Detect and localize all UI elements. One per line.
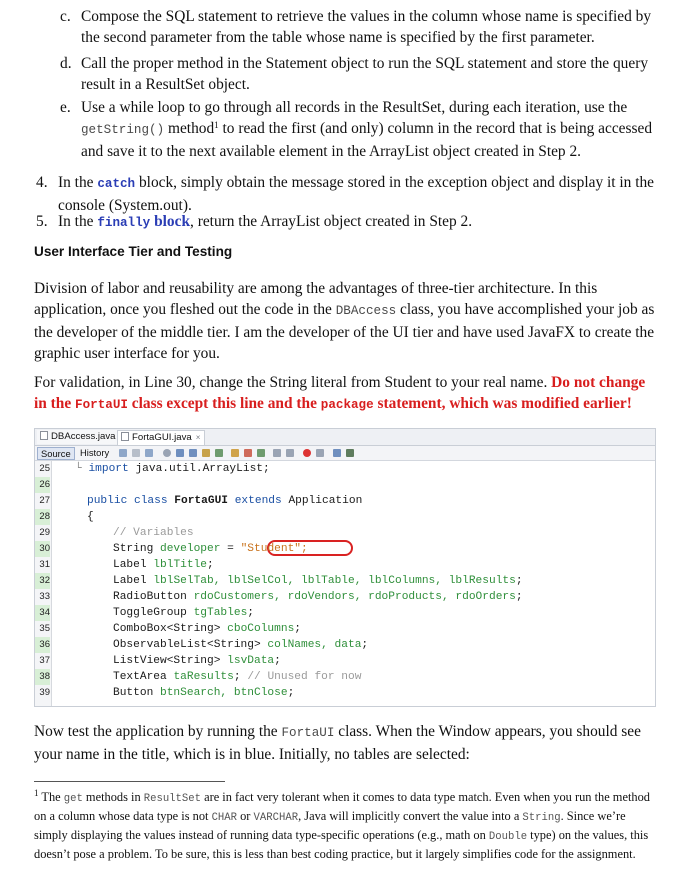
line-number: 29 bbox=[39, 527, 50, 538]
shift-left-icon[interactable] bbox=[273, 449, 281, 457]
tab-label: FortaGUI.java bbox=[132, 432, 192, 443]
step-text bbox=[58, 172, 664, 216]
fn-code: CHAR bbox=[211, 812, 238, 824]
code-line bbox=[113, 605, 254, 621]
finally-block-label: block bbox=[150, 213, 191, 230]
fn-code: ResultSet bbox=[143, 793, 201, 805]
substep-text: Call the proper method in the Statement object to run the SQL statement and store the query result in a ResultSet object. bbox=[81, 55, 649, 93]
finally-keyword: finally bbox=[97, 216, 151, 230]
field-name: rdoCustomers, rdoVendors, rdoProducts, rdoOrders bbox=[193, 591, 516, 603]
field-name: taResults bbox=[173, 671, 234, 683]
field-name: colNames, data bbox=[267, 639, 362, 651]
string-literal: "Student"; bbox=[240, 543, 308, 555]
tab-fortagui-java[interactable] bbox=[117, 430, 205, 445]
code-line bbox=[87, 509, 94, 525]
code-line bbox=[113, 685, 294, 701]
line-number: 26 bbox=[35, 477, 50, 493]
bookmark-toggle-icon[interactable] bbox=[257, 449, 265, 457]
fn-text: or bbox=[237, 809, 254, 823]
keyword: public class bbox=[87, 495, 175, 507]
fn-text: The bbox=[38, 790, 64, 804]
keyword: extends bbox=[228, 495, 289, 507]
toggle-search-icon[interactable] bbox=[215, 449, 223, 457]
code-comment: // Unused for now bbox=[247, 671, 362, 683]
fn-text: , Java will implicitly convert the value into a bbox=[298, 809, 523, 823]
step-text-after: block, simply obtain the message stored in the exception object and display it in the console (System.out). bbox=[58, 174, 655, 214]
field-name: lsvData bbox=[227, 655, 275, 667]
ide-screenshot bbox=[34, 428, 656, 707]
find-prev-icon[interactable] bbox=[176, 449, 184, 457]
fortaui-code: FortaUI bbox=[75, 398, 128, 412]
type-name: String bbox=[113, 543, 160, 555]
code-line bbox=[113, 541, 308, 557]
type-name: ObservableList<String> bbox=[113, 639, 268, 651]
fn-text: are in fact very tolerant when it comes to data type match. Even when you run the method on a column whose data type is not bbox=[34, 790, 650, 823]
package-path: java.util.ArrayList; bbox=[135, 463, 270, 475]
fn-code: String bbox=[522, 812, 561, 824]
substep-text-after: to read the first (and only) column in the record that is being accessed and save it to the next available element in the ArrayList object created in Step 2. bbox=[81, 120, 653, 160]
line-number: 38 bbox=[35, 669, 50, 685]
para-text-before: Division of labor and reusability are among the advantages of three-tier architecture. In this application, once you fleshed out the code in the bbox=[34, 280, 598, 318]
line-number-gutter bbox=[35, 461, 52, 706]
field-name: cboColumns bbox=[227, 623, 295, 635]
substep-text-mid: method bbox=[164, 120, 215, 137]
warning-mid: class except this line and the bbox=[127, 395, 321, 412]
type-name: ToggleGroup bbox=[113, 607, 194, 619]
substep-text: Compose the SQL statement to retrieve the values in the column whose name is specified by the second parameter from the table whose name is specified by the first parameter. bbox=[81, 8, 652, 46]
fn-code: VARCHAR bbox=[253, 812, 299, 824]
field-name: developer bbox=[160, 543, 221, 555]
tab-dbaccess-java[interactable] bbox=[37, 430, 128, 444]
line-number: 28 bbox=[35, 509, 50, 525]
code-text: { bbox=[87, 511, 94, 523]
type-name: Button bbox=[113, 687, 160, 699]
history-button[interactable]: History bbox=[80, 447, 110, 458]
footnote-number: 1 bbox=[34, 788, 39, 798]
code-line bbox=[113, 637, 368, 653]
footnote-ref[interactable]: 1 bbox=[214, 120, 219, 130]
semicolon: ; bbox=[207, 559, 214, 571]
line-number: 35 bbox=[39, 623, 50, 634]
code-line bbox=[113, 573, 523, 589]
step-marker: 5. bbox=[36, 213, 48, 230]
fn-text: . Since we’re simply displaying the values instead of running data type-specific operations (e.g., math on bbox=[34, 809, 626, 842]
semicolon: ; bbox=[247, 607, 255, 619]
operator: = bbox=[220, 543, 241, 555]
dropdown-icon[interactable] bbox=[132, 449, 140, 457]
code-line bbox=[113, 589, 523, 605]
fortaui-code: FortaUI bbox=[281, 726, 335, 740]
substep-marker: d. bbox=[60, 55, 72, 72]
catch-keyword: catch bbox=[97, 177, 136, 191]
semicolon: ; bbox=[233, 671, 248, 683]
comment-icon[interactable] bbox=[333, 449, 341, 457]
superclass-name: Application bbox=[288, 495, 363, 507]
code-line bbox=[75, 461, 270, 477]
getstring-code: getString() bbox=[81, 123, 165, 137]
editor-tab-bar bbox=[35, 429, 655, 446]
paragraph-text bbox=[34, 372, 660, 416]
line-number: 36 bbox=[35, 637, 50, 653]
editor-toolbar bbox=[35, 446, 655, 461]
semicolon: ; bbox=[287, 687, 295, 699]
code-line bbox=[113, 525, 194, 541]
section-heading: User Interface Tier and Testing bbox=[34, 244, 233, 259]
close-icon[interactable]: × bbox=[195, 433, 201, 442]
code-line bbox=[113, 653, 281, 669]
paragraph-text bbox=[34, 278, 660, 364]
back-icon[interactable] bbox=[119, 449, 127, 457]
code-line bbox=[113, 557, 214, 573]
warning-after: statement, which was modified earlier! bbox=[373, 395, 632, 412]
uncomment-icon[interactable] bbox=[346, 449, 354, 457]
field-name: lblSelTab, lblSelCol, lblTable, lblColumns, lblResults bbox=[153, 575, 516, 587]
dbaccess-code: DBAccess bbox=[335, 304, 397, 318]
semicolon: ; bbox=[361, 639, 369, 651]
line-number: 37 bbox=[39, 655, 50, 666]
record-macro-icon[interactable] bbox=[303, 449, 311, 457]
semicolon: ; bbox=[274, 655, 281, 667]
fn-text: methods in bbox=[82, 790, 144, 804]
tab-label: DBAccess.java bbox=[51, 431, 116, 442]
search-icon[interactable] bbox=[163, 449, 171, 457]
line-number: 31 bbox=[39, 559, 50, 570]
field-name: btnSearch, btnClose bbox=[160, 687, 288, 699]
footnote-divider bbox=[34, 781, 225, 782]
type-name: Label bbox=[113, 559, 154, 571]
step-text-after: , return the ArrayList object created in Step 2. bbox=[190, 213, 473, 230]
footnote bbox=[34, 789, 658, 863]
para-text-before: Now test the application by running the bbox=[34, 723, 282, 740]
substep-marker: c. bbox=[60, 8, 71, 25]
forward-icon[interactable] bbox=[145, 449, 153, 457]
semicolon: ; bbox=[515, 591, 523, 603]
line-number: 25 bbox=[39, 463, 50, 474]
type-name: ComboBox<String> bbox=[113, 623, 228, 635]
line-number: 32 bbox=[35, 573, 50, 589]
warning-before: Do not change in the bbox=[34, 374, 646, 412]
class-name: FortaGUI bbox=[174, 495, 228, 507]
para-text-after: class, you have accomplished your job as the developer of the middle tier. I am the developer of the UI tier and have used JavaFX to create the graphic user interface for you. bbox=[34, 301, 655, 362]
substep-text-before: Use a while loop to go through all records in the ResultSet, during each iteration, use the bbox=[81, 99, 628, 116]
stop-macro-icon[interactable] bbox=[316, 449, 324, 457]
shift-right-icon[interactable] bbox=[286, 449, 294, 457]
semicolon: ; bbox=[515, 575, 523, 587]
java-file-icon bbox=[121, 432, 129, 441]
line-number: 33 bbox=[39, 591, 50, 602]
fn-code: get bbox=[63, 793, 83, 805]
package-code: package bbox=[320, 398, 374, 412]
type-name: TextArea bbox=[113, 671, 174, 683]
fn-code: Double bbox=[488, 831, 528, 843]
source-button[interactable]: Source bbox=[37, 447, 75, 460]
step-marker: 4. bbox=[36, 174, 48, 191]
field-name: lblTitle bbox=[153, 559, 208, 571]
para-text-after: class. When the Window appears, you should see your name in the title, which is in blue. Initially, no tables are selected: bbox=[34, 723, 641, 763]
highlight-icon[interactable] bbox=[202, 449, 210, 457]
substep-marker: e. bbox=[60, 99, 71, 116]
keyword: import bbox=[88, 463, 136, 475]
bookmark-prev-icon[interactable] bbox=[231, 449, 239, 457]
semicolon: ; bbox=[294, 623, 301, 635]
substep-text bbox=[81, 97, 664, 162]
fold-marker-icon[interactable]: └ bbox=[75, 463, 89, 475]
code-line bbox=[87, 493, 362, 509]
line-number: 39 bbox=[39, 687, 50, 698]
line-number: 27 bbox=[39, 495, 50, 506]
step-text-before: In the bbox=[58, 174, 98, 191]
field-name: tgTables bbox=[193, 607, 248, 619]
find-next-icon[interactable] bbox=[189, 449, 197, 457]
code-comment: // Variables bbox=[113, 527, 194, 539]
type-name: Label bbox=[113, 575, 154, 587]
import-statement bbox=[88, 463, 269, 475]
type-name: RadioButton bbox=[113, 591, 194, 603]
line-number: 30 bbox=[35, 541, 50, 557]
step-text bbox=[58, 211, 664, 234]
type-name: ListView<String> bbox=[113, 655, 228, 667]
java-file-icon bbox=[40, 431, 48, 440]
para-text: For validation, in Line 30, change the String literal from Student to your real name. bbox=[34, 374, 552, 391]
code-line bbox=[113, 621, 301, 637]
line-number: 34 bbox=[35, 605, 50, 621]
fn-text: type) on the values, this doesn’t pose a problem. To be sure, this is less than best coding practice, but it largely simplifies code for the assignment. bbox=[34, 828, 649, 861]
code-line bbox=[113, 669, 361, 685]
bookmark-next-icon[interactable] bbox=[244, 449, 252, 457]
step-text-before: In the bbox=[58, 213, 98, 230]
paragraph-text bbox=[34, 721, 660, 765]
